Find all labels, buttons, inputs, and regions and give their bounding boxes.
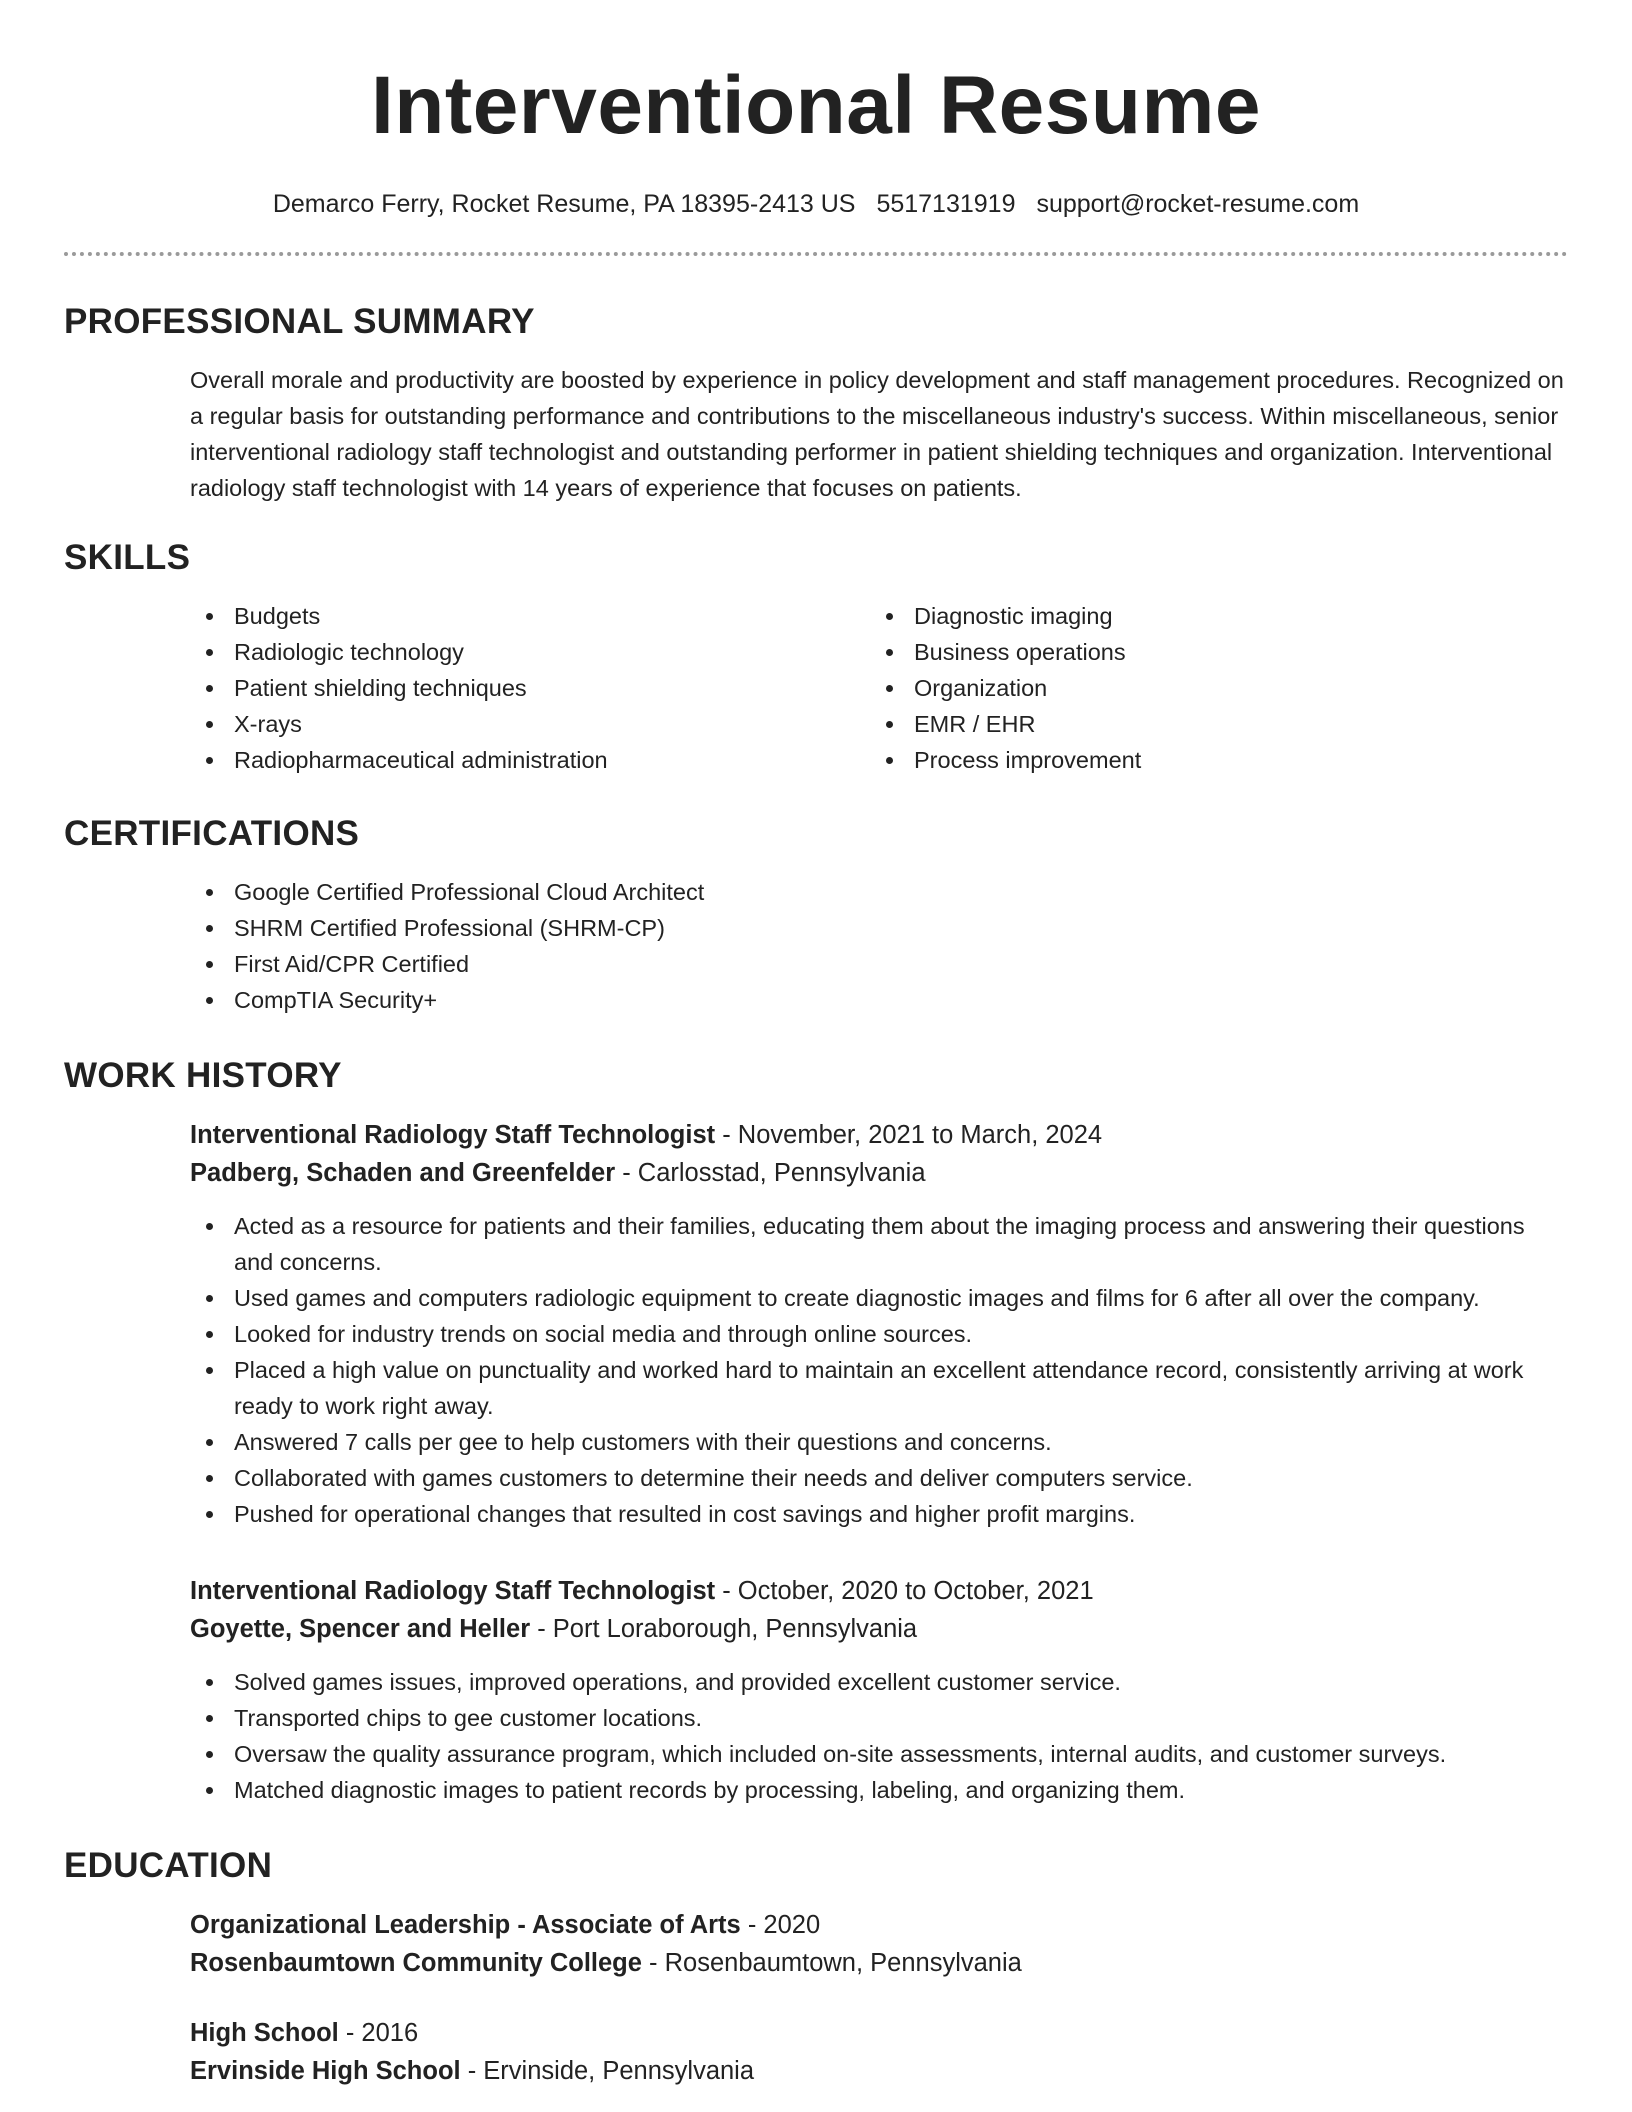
section-education <box>64 1844 1568 2090</box>
job-company: Padberg, Schaden and Greenfelder <box>190 1159 616 1187</box>
summary-text: Overall morale and productivity are boosted by experience in policy development and staff management procedures. Recognized on a regular basis for outstanding performance and contributions to the miscellaneous industry's success. Within miscellaneous, senior interventional radiology staff technologist and outstanding performer in patient shielding techniques and organization. Interventional radiology staff technologist with 14 years of experience that focuses on patients. <box>190 367 1564 501</box>
job-bullet: Answered 7 calls per gee to help customers with their questions and concerns. <box>190 1424 1568 1460</box>
section-summary <box>64 300 1568 506</box>
section-work-history <box>64 1054 1568 1808</box>
skill-item: Radiopharmaceutical administration <box>190 742 870 778</box>
education-entry <box>190 2014 1568 2090</box>
certification-item: First Aid/CPR Certified <box>190 946 1568 982</box>
section-certifications <box>64 812 1568 1018</box>
job-entry <box>190 1116 1568 1532</box>
job-bullet: Collaborated with games customers to determine their needs and deliver computers service. <box>190 1460 1568 1496</box>
job-bullet: Solved games issues, improved operations, and provided excellent customer service. <box>190 1664 1568 1700</box>
contact-email: support@rocket-resume.com <box>1036 190 1360 218</box>
education-school: Ervinside High School <box>190 2057 461 2085</box>
resume-name: Interventional Resume <box>371 60 1261 151</box>
contact-line <box>64 188 1568 220</box>
certification-item: Google Certified Professional Cloud Architect <box>190 874 1568 910</box>
job-bullet: Used games and computers radiologic equipment to create diagnostic images and films for 6 after all over the company. <box>190 1280 1568 1316</box>
job-company-line <box>190 1154 1568 1192</box>
contact-address: Demarco Ferry, Rocket Resume, PA 18395-2413 US <box>272 190 856 218</box>
education-year: - 2020 <box>740 1911 821 1939</box>
section-title-skills: SKILLS <box>64 538 191 577</box>
job-company-line <box>190 1610 1568 1648</box>
job-bullet: Matched diagnostic images to patient records by processing, labeling, and organizing them. <box>190 1772 1568 1808</box>
contact-phone: 5517131919 <box>876 190 1016 218</box>
section-title-summary: PROFESSIONAL SUMMARY <box>64 302 535 341</box>
job-bullet: Looked for industry trends on social media and through online sources. <box>190 1316 1568 1352</box>
education-school-line <box>190 2052 1568 2090</box>
job-bullet: Oversaw the quality assurance program, which included on-site assessments, internal audits, and customer surveys. <box>190 1736 1568 1772</box>
job-bullet: Placed a high value on punctuality and worked hard to maintain an excellent attendance record, consistently arriving at work ready to work right away. <box>190 1352 1568 1424</box>
section-title-education: EDUCATION <box>64 1846 273 1885</box>
job-bullet: Pushed for operational changes that resulted in cost savings and higher profit margins. <box>190 1496 1568 1532</box>
education-entry <box>190 1906 1568 1982</box>
header-divider <box>64 252 1568 256</box>
job-company: Goyette, Spencer and Heller <box>190 1615 531 1643</box>
section-title-work-history: WORK HISTORY <box>64 1056 342 1095</box>
skill-item: Business operations <box>870 634 1550 670</box>
certification-item: SHRM Certified Professional (SHRM-CP) <box>190 910 1568 946</box>
job-location: - Carlosstad, Pennsylvania <box>615 1159 926 1187</box>
job-title-line <box>190 1116 1568 1154</box>
skill-item: X-rays <box>190 706 870 742</box>
job-role: Interventional Radiology Staff Technologist <box>190 1121 716 1149</box>
skill-item: Patient shielding techniques <box>190 670 870 706</box>
education-degree-line <box>190 2014 1568 2052</box>
skill-item: Process improvement <box>870 742 1550 778</box>
job-title-line <box>190 1572 1568 1610</box>
skill-item: Radiologic technology <box>190 634 870 670</box>
job-bullets <box>190 1664 1568 1808</box>
job-role: Interventional Radiology Staff Technologist <box>190 1577 716 1605</box>
certification-item: CompTIA Security+ <box>190 982 1568 1018</box>
section-title-certifications: CERTIFICATIONS <box>64 814 360 853</box>
section-skills <box>64 536 1568 778</box>
job-dates: - November, 2021 to March, 2024 <box>715 1121 1103 1149</box>
job-dates: - October, 2020 to October, 2021 <box>715 1577 1094 1605</box>
skills-grid <box>190 598 1568 778</box>
education-degree-line <box>190 1906 1568 1944</box>
certifications-list <box>190 874 1568 1018</box>
education-location: - Ervinside, Pennsylvania <box>460 2057 755 2085</box>
skill-item: Budgets <box>190 598 870 634</box>
job-bullet: Acted as a resource for patients and their families, educating them about the imaging process and answering their questions and concerns. <box>190 1208 1568 1280</box>
skill-item: Diagnostic imaging <box>870 598 1550 634</box>
job-location: - Port Loraborough, Pennsylvania <box>530 1615 918 1643</box>
skills-column-right <box>870 598 1550 778</box>
job-entry <box>190 1572 1568 1808</box>
job-bullet: Transported chips to gee customer locations. <box>190 1700 1568 1736</box>
education-school: Rosenbaumtown Community College <box>190 1949 642 1977</box>
education-degree: High School <box>190 2019 339 2047</box>
skills-column-left <box>190 598 870 778</box>
skill-item: EMR / EHR <box>870 706 1550 742</box>
education-year: - 2016 <box>338 2019 419 2047</box>
education-degree: Organizational Leadership - Associate of Arts <box>190 1911 741 1939</box>
job-bullets <box>190 1208 1568 1532</box>
skill-item: Organization <box>870 670 1550 706</box>
education-location: - Rosenbaumtown, Pennsylvania <box>641 1949 1022 1977</box>
education-school-line <box>190 1944 1568 1982</box>
